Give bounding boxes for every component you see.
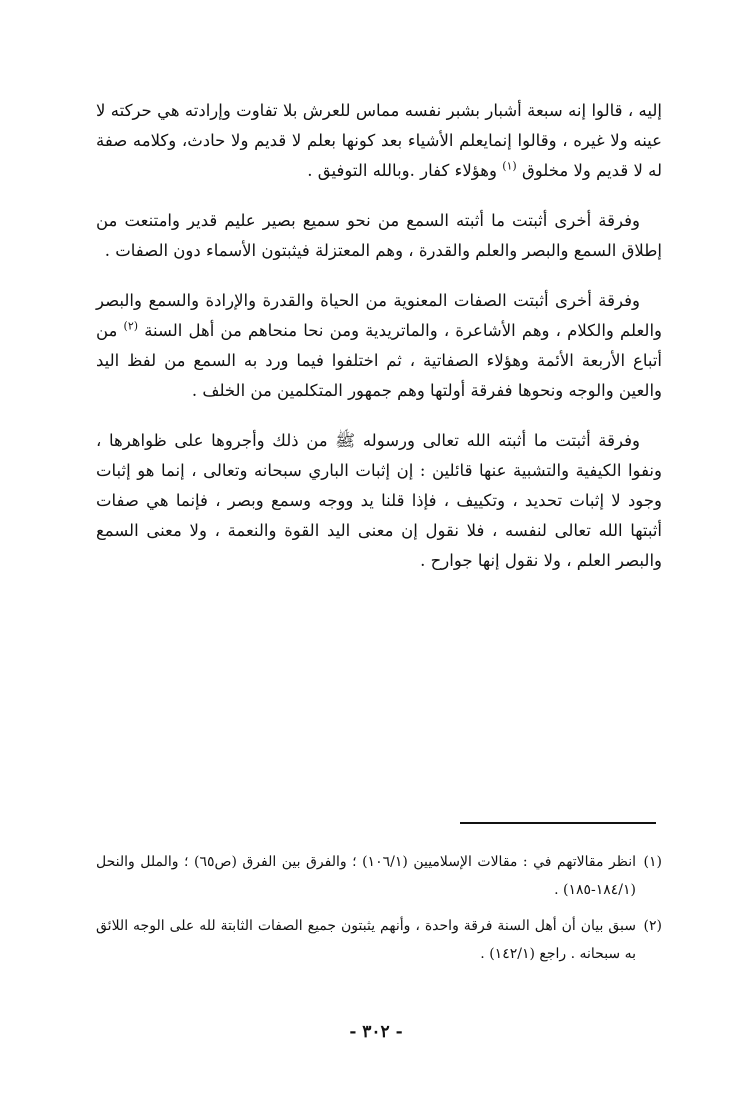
paragraph-1: [96, 96, 662, 186]
paragraph-2: وفرقة أخرى أثبتت ما أثبته السمع من نحو سميع بصير عليم قدير وامتنعت من إطلاق السمع والبصر والعلم والقدرة ، وهم المعتزلة فيثبتون الأسماء دون الصفات .: [96, 211, 662, 260]
paragraph-4: وفرقة أثبتت ما أثبته الله تعالى ورسوله ﷺ من ذلك وأجروها على ظواهرها ، ونفوا الكيفية والتشبية عنها قائلين : إن إثبات الباري سبحانه وتعالى ، إنما هو إثبات وجود لا إثبات تحديد ، وتكييف ، فإذا قلنا يد ووجه وسمع وبصر ، فإنما هي صفات أثبتها الله تعالى لنفسه ، فلا نقول إن معنى اليد القوة والنعمة ، ولا معنى السمع والبصر العلم ، ولا نقول إنها جوارح .: [96, 431, 662, 570]
footnote-separator: [460, 822, 656, 824]
paragraph-1-text: إليه ، قالوا إنه سبعة أشبار بشبر نفسه مماس للعرش بلا تفاوت وإرادته هي حركته لا عينه ولا غيره ، وقالوا إنمايعلم الأشياء بعد كونها بعلم لا قديم ولا حادث، وكلامه صفة له لا قديم ولا مخلوق: [96, 101, 662, 180]
paragraph-3-tail: من أتباع الأربعة الأئمة وهؤلاء الصفاتية ، ثم اختلفوا فيما ورد به السمع من لفظ اليد والعين والوجه ونحوها ففرقة أولتها وهم جمهور المتكلمين من الخلف .: [96, 321, 662, 400]
paragraph-1-tail: وهؤلاء كفار .وبالله التوفيق .: [307, 161, 503, 180]
footnote-2-text: سبق بيان أن أهل السنة فرقة واحدة ، وأنهم يثبتون جميع الصفات الثابتة لله على الوجه اللائق به سبحانه . راجع (١٤٢/١) .: [96, 918, 636, 962]
footnote-1: [96, 848, 662, 904]
paragraph-3-text: وفرقة أخرى أثبتت الصفات المعنوية من الحياة والقدرة والإرادة والسمع والبصر والعلم والكلام ، وهم الأشاعرة ، والماتريدية ومن نحا منحاهم من أهل السنة: [96, 291, 662, 340]
footnote-ref-2[interactable]: (٢): [123, 319, 139, 333]
paragraph-3: [96, 286, 662, 406]
footnote-2-number: (٢): [643, 918, 662, 934]
page-number: - ٣٠٢ -: [349, 1022, 403, 1042]
footnote-2: [96, 912, 662, 968]
footnote-ref-1[interactable]: (١): [502, 159, 517, 173]
footnote-1-number: (١): [643, 854, 662, 870]
footnote-1-text: انظر مقالاتهم في : مقالات الإسلاميين (١٠٦/١) ؛ والفرق بين الفرق (ص٦٥) ؛ والملل والنحل (١٨٤/١-١٨٥) .: [96, 854, 636, 898]
main-text: [96, 96, 662, 596]
footnotes: [96, 848, 662, 976]
